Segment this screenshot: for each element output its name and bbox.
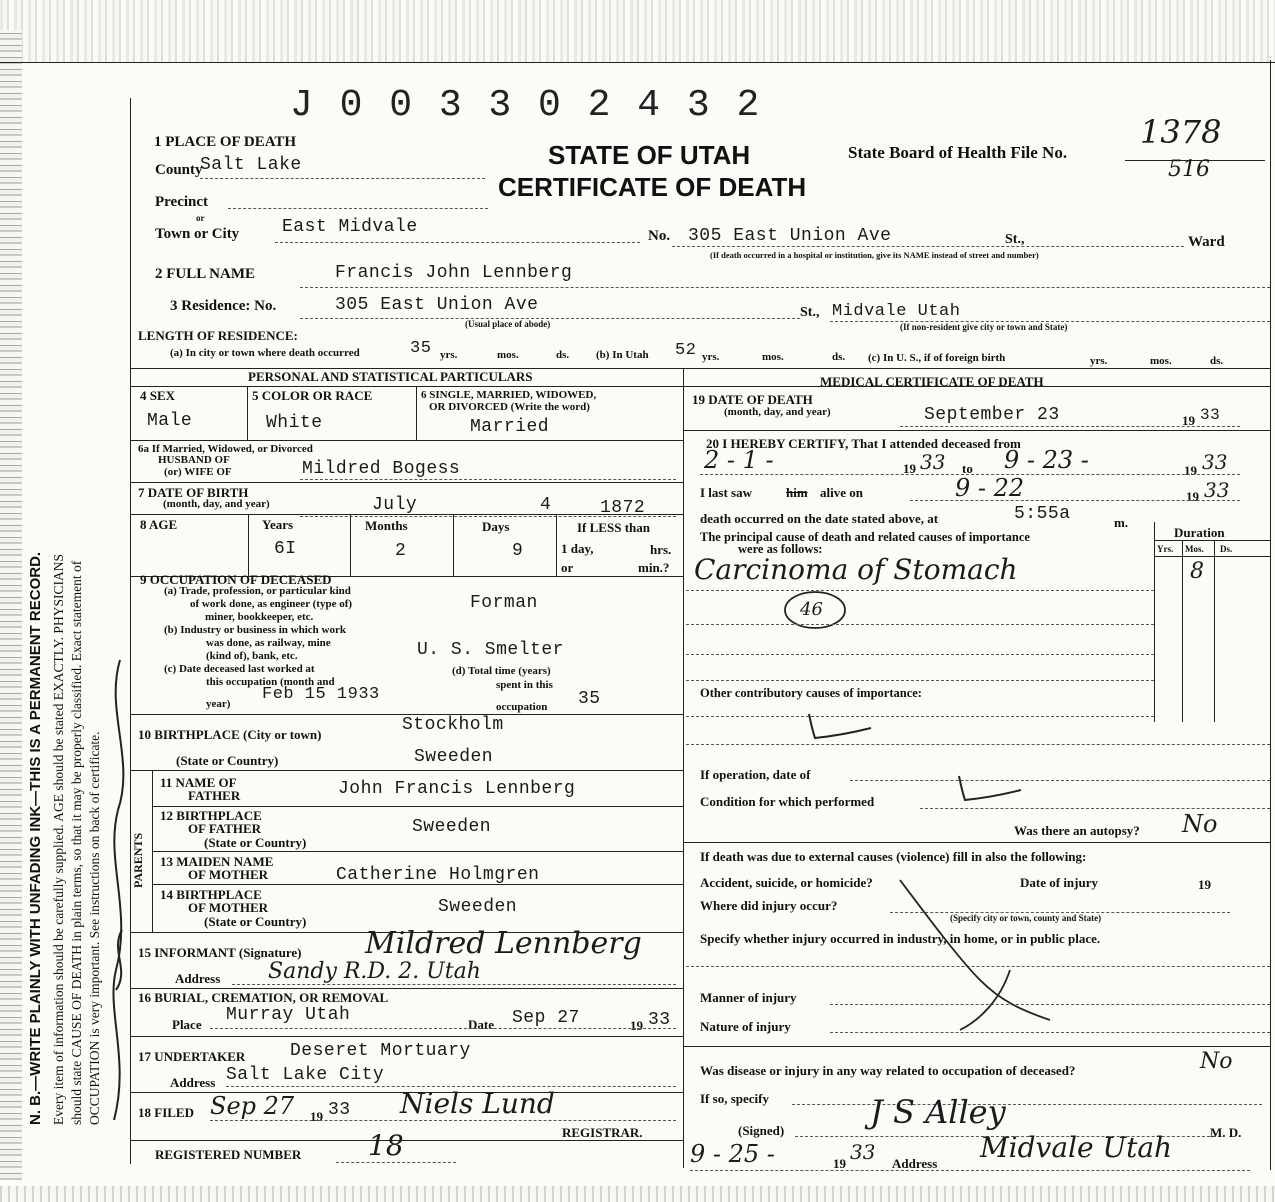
rule-after-birthplace — [130, 770, 683, 771]
occupation-heading: 9 OCCUPATION OF DECEASED — [140, 572, 332, 587]
town-label: Town or City — [155, 226, 240, 242]
rule-duration-2 — [1214, 540, 1215, 722]
signed-year: 33 — [850, 1140, 876, 1164]
residence-line — [300, 318, 800, 319]
occ-a-label-3: miner, bookkeeper, etc. — [205, 611, 314, 623]
operation-label: If operation, date of — [700, 767, 811, 782]
rule-duration-sub — [1154, 556, 1270, 557]
fbirth-value: Sweeden — [412, 817, 492, 837]
cause-line-4 — [686, 680, 1154, 681]
registered-line — [336, 1162, 456, 1163]
filed-label: 18 FILED — [138, 1105, 194, 1120]
residence-city: Midvale Utah — [832, 302, 961, 321]
color-value: White — [266, 413, 323, 433]
margin-instruction-1: N. B.—WRITE PLAINLY WITH UNFADING INK—THIS IS A PERMANENT RECORD. — [27, 551, 44, 1125]
file-label: State Board of Health File No. — [848, 143, 1068, 162]
rule-after-mother — [152, 884, 683, 885]
county-value: Salt Lake — [200, 155, 302, 175]
ifso-label: If so, specify — [700, 1091, 769, 1106]
file-number-2: 516 — [1168, 157, 1210, 182]
usual-abode-note: (Usual place of abode) — [465, 319, 551, 329]
registrar-signature: Niels Lund — [400, 1087, 555, 1120]
mother-label-2: OF MOTHER — [188, 867, 269, 882]
physician-address: Midvale Utah — [980, 1131, 1173, 1164]
physician-signature: J S Alley — [870, 1093, 1006, 1131]
death-date-label-2: (month, day, and year) — [724, 406, 831, 418]
certificate-title: CERTIFICATE OF DEATH — [498, 172, 807, 202]
death-year-prefix: 19 — [1182, 413, 1195, 428]
external-label: If death was due to external causes (violence) fill in also the following: — [700, 849, 1087, 864]
less-label-3: or — [561, 560, 574, 575]
burial-year-prefix: 19 — [630, 1018, 643, 1033]
certify-label: 20 I HEREBY CERTIFY, That I attended deceased from — [706, 436, 1021, 451]
informant-address-label: Address — [175, 971, 221, 986]
burial-line — [210, 1028, 676, 1029]
fullname-line — [300, 287, 1270, 288]
md-label: M. D. — [1210, 1125, 1242, 1140]
birthplace-city: Stockholm — [402, 715, 504, 735]
dob-line — [300, 516, 676, 517]
dob-year: 1872 — [600, 498, 646, 518]
lastsaw-date: 9 - 22 — [955, 474, 1025, 502]
occ-d-value: 35 — [578, 689, 601, 709]
lastsaw-year: 33 — [1204, 478, 1230, 502]
scan-noise-top — [0, 0, 1275, 62]
occ-b-label-3: (kind of), bank, etc. — [206, 650, 298, 662]
length-c-yrs: yrs. — [1090, 355, 1108, 367]
attended-from-19: 19 — [903, 461, 916, 476]
mbirth-label-3: (State or Country) — [204, 914, 307, 929]
occ-b-label-2: was done, as railway, mine — [206, 637, 331, 649]
age-months: 2 — [395, 541, 407, 561]
registrar-label: REGISTRAR. — [562, 1125, 643, 1140]
street-no-label: No. — [648, 228, 671, 244]
dob-label-2: (month, day, and year) — [163, 498, 270, 510]
margin-instruction-4: OCCUPATION is very important. See instructions on back of certificate. — [87, 731, 102, 1125]
serial-number: J 0 0 3 3 0 2 4 3 2 — [290, 84, 762, 127]
days-label: Days — [482, 519, 510, 534]
length-b-yrs: yrs. — [702, 351, 720, 363]
occ-b-value: U. S. Smelter — [417, 640, 564, 660]
length-b-label: (b) In Utah — [596, 349, 649, 361]
burial-year: 33 — [648, 1010, 671, 1030]
condition-line — [920, 808, 1270, 809]
length-c-mos: mos. — [1150, 355, 1172, 367]
scan-noise-bottom — [0, 1186, 1275, 1202]
rule-after-burial — [130, 1036, 683, 1037]
contrib-line-1 — [686, 716, 1154, 717]
death-year: 33 — [1200, 406, 1221, 424]
father-value: John Francis Lennberg — [338, 779, 576, 799]
birthplace-label: 10 BIRTHPLACE (City or town) — [138, 727, 322, 742]
less-label-1: If LESS than — [577, 520, 650, 535]
rule-duration-head — [1154, 540, 1270, 541]
filed-line — [210, 1120, 676, 1121]
burial-place-label: Place — [172, 1017, 202, 1032]
informant-address: Sandy R.D. 2. Utah — [268, 959, 481, 984]
attended-to-label: to — [962, 461, 973, 476]
attended-from-year: 33 — [920, 450, 946, 474]
ward-label: Ward — [1188, 234, 1225, 250]
occ-c-value: Feb 15 1933 — [262, 685, 380, 704]
rule-center — [683, 368, 684, 1168]
dob-day: 4 — [540, 495, 552, 515]
length-b-value: 52 — [675, 341, 697, 360]
manner-label: Manner of injury — [700, 990, 797, 1005]
father-label-2: FATHER — [188, 788, 241, 803]
signed-19: 19 — [833, 1156, 846, 1171]
fbirth-label-2: OF FATHER — [188, 821, 262, 836]
attended-to-19: 19 — [1184, 463, 1197, 478]
rule-after-spouse — [130, 482, 683, 483]
injury-date-19: 19 — [1198, 877, 1211, 892]
mbirth-value: Sweeden — [438, 897, 518, 917]
nonresident-note: (If non-resident give city or town and State) — [900, 322, 1068, 332]
years-label: Years — [262, 517, 294, 532]
frame-left — [130, 98, 131, 1164]
less-hrs: hrs. — [650, 542, 672, 557]
rule-after-autopsy — [683, 842, 1270, 843]
mbirth-label-2: OF MOTHER — [188, 900, 269, 915]
rule-after-nature — [683, 1046, 1270, 1047]
duration-label: Duration — [1174, 525, 1225, 540]
occ-c-label-1: (c) Date deceased last worked at — [164, 663, 315, 675]
mother-value: Catherine Holmgren — [336, 865, 540, 885]
age-label: 8 AGE — [140, 517, 178, 532]
residence-st-label: St., — [800, 305, 820, 320]
occ-c-label-3: year) — [206, 698, 231, 710]
file-number: 1378 — [1140, 113, 1222, 151]
residence-label: 3 Residence: No. — [170, 298, 277, 314]
operation-line — [850, 780, 1270, 781]
burial-place: Murray Utah — [226, 1005, 351, 1025]
cause-code: 46 — [800, 599, 823, 620]
rule-headings — [130, 386, 1270, 387]
length-a-label: (a) In city or town where death occurred — [170, 347, 360, 359]
state-title: STATE OF UTAH — [548, 140, 751, 170]
rule-after-death-date — [683, 430, 1270, 431]
spouse-label-2: HUSBAND OF — [158, 454, 230, 466]
frame-right — [1270, 60, 1271, 1170]
occ-a-label-1: (a) Trade, profession, or particular kind — [164, 585, 351, 597]
rule-after-informant — [130, 988, 683, 989]
rule-after-filed — [130, 1140, 683, 1141]
ifso-line — [792, 1104, 1262, 1105]
occ-b-label-1: (b) Industry or business in which work — [164, 624, 346, 636]
length-a-ds: ds. — [556, 349, 570, 361]
margin-instruction-3: should state CAUSE OF DEATH in plain terms, so that it may be properly classified. Exact statement of — [69, 560, 84, 1125]
length-b-ds: ds. — [832, 351, 846, 363]
length-a-value: 35 — [410, 339, 432, 358]
age-days: 9 — [512, 541, 524, 561]
precinct-label: Precinct — [155, 194, 209, 210]
occ-a-value: Forman — [470, 593, 538, 613]
fullname-value: Francis John Lennberg — [335, 263, 573, 283]
spouse-line — [300, 479, 676, 480]
rule-after-father — [152, 806, 683, 807]
accident-label: Accident, suicide, or homicide? — [700, 875, 873, 890]
or-label: or — [196, 213, 205, 223]
cause-line-1 — [686, 590, 1154, 591]
county-label: County — [155, 162, 203, 178]
st-label: St., — [1005, 232, 1025, 247]
occurred-label: death occurred on the date stated above, at — [700, 511, 939, 526]
lastsaw-label: I last saw — [700, 485, 753, 500]
undertaker-address-label: Address — [170, 1075, 216, 1090]
rule-age-3 — [453, 514, 454, 576]
death-time-m: m. — [1114, 515, 1129, 530]
lastsaw-him: him — [786, 485, 808, 500]
rule-color-marital — [416, 386, 417, 440]
cause-line-3 — [686, 654, 1154, 655]
less-label-2: 1 day, — [561, 541, 594, 556]
dob-month: July — [372, 495, 418, 515]
spouse-value: Mildred Bogess — [302, 459, 461, 479]
external-cross-out — [880, 860, 1060, 1040]
birthplace-country-label: (State or Country) — [176, 753, 279, 768]
occ-a-label-2: of work done, as engineer (type of) — [190, 598, 353, 610]
mother-label-1: 13 MAIDEN NAME — [160, 854, 274, 869]
street-value: 305 East Union Ave — [688, 226, 892, 246]
burial-date: Sep 27 — [512, 1008, 580, 1028]
cause-label-2: were as follows: — [738, 542, 823, 556]
cause-value: Carcinoma of Stomach — [694, 553, 1018, 586]
informant-label: 15 INFORMANT (Signature) — [138, 945, 302, 960]
signed-date: 9 - 25 - — [690, 1140, 775, 1168]
rule-after-fbirth — [152, 851, 683, 852]
sex-value: Male — [147, 411, 193, 431]
nature-label: Nature of injury — [700, 1019, 791, 1034]
street-line — [672, 246, 1184, 247]
hospital-note: (If death occurred in a hospital or institution, give its NAME instead of street and number) — [710, 250, 1039, 260]
rule-age-1 — [248, 514, 249, 576]
length-label: LENGTH OF RESIDENCE: — [138, 328, 298, 343]
occ-d-label-3: occupation — [496, 701, 548, 713]
fbirth-label-3: (State or Country) — [204, 835, 307, 850]
attended-to-year: 33 — [1202, 450, 1228, 474]
registered-value: 18 — [368, 1129, 404, 1162]
physician-address-line — [690, 1170, 1250, 1171]
rule-after-dob — [130, 514, 683, 515]
undertaker-label: 17 UNDERTAKER — [138, 1049, 246, 1064]
duration-mos-value: 8 — [1190, 559, 1204, 584]
dob-label-1: 7 DATE OF BIRTH — [138, 485, 249, 500]
marital-value: Married — [470, 417, 550, 437]
rule-duration-left — [1154, 522, 1155, 722]
town-value: East Midvale — [282, 217, 418, 237]
lastsaw-label-2: alive on — [820, 485, 863, 500]
length-c-label: (c) In U. S., if of foreign birth — [868, 352, 1006, 364]
length-a-mos: mos. — [497, 349, 519, 361]
burial-label: 16 BURIAL, CREMATION, OR REMOVAL — [138, 990, 389, 1005]
parents-side-label: PARENTS — [131, 832, 145, 888]
death-date-line — [900, 426, 1240, 427]
personal-heading: PERSONAL AND STATISTICAL PARTICULARS — [248, 369, 533, 384]
undertaker-value: Deseret Mortuary — [290, 1041, 471, 1061]
specify-city-note: (Specify city or town, county and State) — [950, 913, 1102, 923]
spouse-label-1: 6a If Married, Widowed, or Divorced — [138, 443, 313, 455]
lastsaw-19: 19 — [1186, 489, 1199, 504]
death-date-label-1: 19 DATE OF DEATH — [692, 392, 813, 407]
scan-noise-left — [0, 30, 22, 1180]
condition-checkmark — [955, 774, 1025, 804]
length-c-ds: ds. — [1210, 355, 1224, 367]
lastsaw-line — [910, 500, 1240, 501]
filed-year-prefix: 19 — [310, 1109, 323, 1124]
contrib-line-2 — [686, 744, 1270, 745]
undertaker-address: Salt Lake City — [226, 1065, 385, 1085]
mbirth-label-1: 14 BIRTHPLACE — [160, 887, 262, 902]
where-label: Where did injury occur? — [700, 898, 838, 913]
physician-address-label: Address — [892, 1156, 938, 1171]
length-a-yrs: yrs. — [440, 349, 458, 361]
occupational-value: No — [1200, 1049, 1233, 1074]
autopsy-value: No — [1182, 810, 1218, 838]
burial-date-label: Date — [468, 1017, 494, 1032]
signed-label: (Signed) — [738, 1123, 785, 1138]
duration-yrs: Yrs. — [1157, 544, 1174, 554]
occupational-label: Was disease or injury in any way related to occupation of deceased? — [700, 1063, 1076, 1078]
rule-age-4 — [556, 514, 557, 576]
occ-d-label-2: spent in this — [496, 679, 553, 691]
industry-label: Specify whether injury occurred in industry, in home, or in public place. — [700, 931, 1101, 946]
less-min: min.? — [638, 560, 670, 575]
injury-date-label: Date of injury — [1020, 875, 1098, 890]
occ-d-label-1: (d) Total time (years) — [452, 665, 551, 677]
marital-label-2: OR DIVORCED (Write the word) — [429, 401, 590, 413]
informant-signature: Mildred Lennberg — [365, 926, 642, 961]
spouse-label-3: (or) WIFE OF — [164, 466, 232, 478]
autopsy-label: Was there an autopsy? — [1014, 823, 1140, 838]
condition-label: Condition for which performed — [700, 794, 875, 809]
informant-address-line — [232, 984, 676, 985]
marital-label-1: 6 SINGLE, MARRIED, WIDOWED, — [421, 389, 597, 401]
duration-ds: Ds. — [1220, 544, 1233, 554]
county-line — [200, 178, 485, 179]
fullname-label: 2 FULL NAME — [155, 266, 256, 282]
frame-top — [0, 62, 1275, 63]
cause-label-1: The principal cause of death and related causes of importance — [700, 530, 1030, 544]
occ-c-label-2: this occupation (month and — [206, 676, 335, 688]
registered-label: REGISTERED NUMBER — [155, 1147, 302, 1162]
filed-year: 33 — [328, 1100, 351, 1120]
birthplace-country: Sweeden — [414, 747, 494, 767]
precinct-line — [228, 208, 488, 209]
fbirth-label-1: 12 BIRTHPLACE — [160, 808, 262, 823]
attended-from: 2 - 1 - — [704, 446, 774, 474]
age-years: 6I — [274, 539, 297, 559]
color-label: 5 COLOR OR RACE — [252, 388, 373, 403]
residence-value: 305 East Union Ave — [335, 295, 539, 315]
rule-sex-color — [247, 386, 248, 440]
sex-label: 4 SEX — [140, 388, 176, 403]
contrib-label: Other contributory causes of importance: — [700, 686, 922, 700]
attended-to: 9 - 23 - — [1004, 446, 1089, 474]
rule-after-sex — [130, 440, 683, 441]
rule-duration-1 — [1182, 540, 1183, 722]
cause-line-2 — [686, 624, 1154, 625]
death-time: 5:55a — [1014, 504, 1071, 524]
months-label: Months — [365, 518, 408, 533]
father-label-1: 11 NAME OF — [160, 775, 237, 790]
margin-instruction-2: Every item of information should be carefully supplied. AGE should be stated EXACTLY. PHYSICIANS — [51, 554, 66, 1125]
rule-age-2 — [350, 514, 351, 576]
town-line — [275, 242, 640, 243]
medical-heading: MEDICAL CERTIFICATE OF DEATH — [820, 374, 1044, 389]
place-heading: 1 PLACE OF DEATH — [154, 134, 297, 150]
filed-date: Sep 27 — [210, 1092, 295, 1120]
duration-mos: Mos. — [1185, 544, 1204, 554]
death-date-value: September 23 — [924, 405, 1060, 425]
length-b-mos: mos. — [762, 351, 784, 363]
